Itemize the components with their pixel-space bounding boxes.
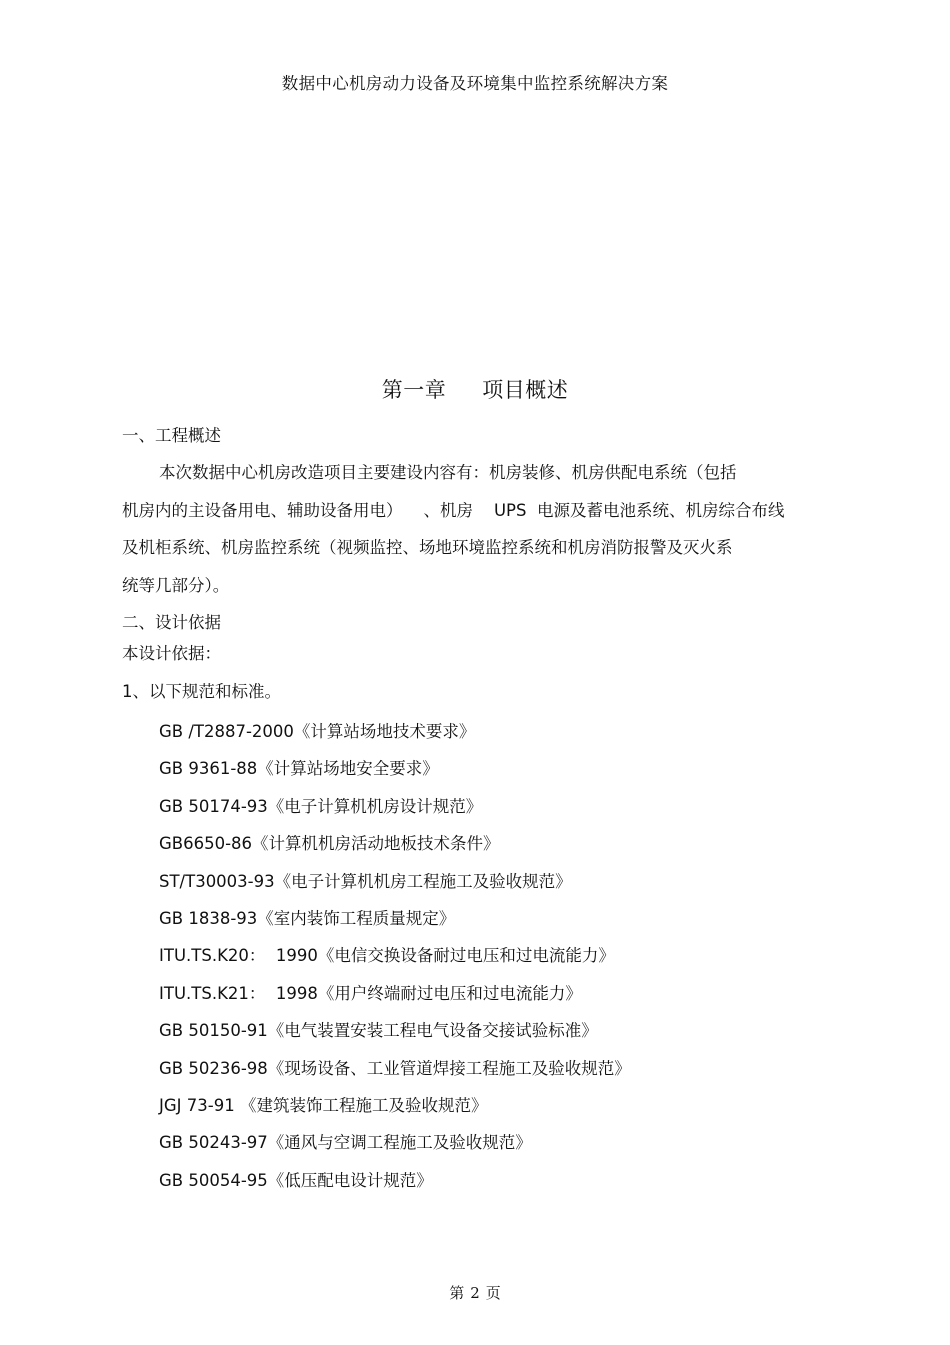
chapter-name: 项目概述 [482, 378, 569, 402]
section-heading-overview: 一、工程概述 [122, 426, 221, 445]
standard-item: JGJ 73-91 《建筑装饰工程施工及验收规范》 [159, 1095, 488, 1115]
basis-intro: 本设计依据： [122, 644, 221, 663]
standard-item: GB6650-86《计算机机房活动地板技术条件》 [159, 834, 500, 854]
basis-item-1: 1、以下规范和标准。 [122, 682, 281, 701]
footer-prefix: 第 [449, 1284, 465, 1302]
standard-item: GB 50054-95《低压配电设计规范》 [159, 1170, 433, 1190]
standard-item: GB 50243-97《通风与空调工程施工及验收规范》 [159, 1133, 532, 1153]
section-heading-basis: 二、设计依据 [122, 613, 221, 632]
standard-item: ITU.TS.K20： 1990《电信交换设备耐过电压和过电流能力》 [159, 946, 615, 966]
page-number: 2 [470, 1284, 480, 1302]
standard-item: ITU.TS.K21： 1998《用户终端耐过电压和过电流能力》 [159, 983, 582, 1003]
standard-item: GB /T2887-2000《计算站场地技术要求》 [159, 722, 476, 741]
page-header: 数据中心机房动力设备及环境集中监控系统解决方案 [281, 74, 669, 93]
standard-item: GB 50174-93《电子计算机机房设计规范》 [159, 796, 483, 816]
standard-item: GB 50150-91《电气装置安装工程电气设备交接试验标准》 [159, 1021, 598, 1041]
paragraph-line-4: 统等几部分）。 [122, 576, 230, 595]
paragraph-line-1: 本次数据中心机房改造项目主要建设内容有：机房装修、机房供配电系统（包括 [159, 463, 737, 482]
standards-list [159, 720, 631, 1206]
footer-suffix: 页 [485, 1284, 501, 1302]
chapter-title [0, 374, 950, 404]
page-footer [0, 1282, 950, 1303]
standard-item: GB 9361-88《计算站场地安全要求》 [159, 759, 439, 779]
standard-item: ST/T30003-93《电子计算机机房工程施工及验收规范》 [159, 871, 572, 891]
standard-item: GB 1838-93《室内装饰工程质量规定》 [159, 908, 456, 928]
standard-item: GB 50236-98《现场设备、工业管道焊接工程施工及验收规范》 [159, 1058, 631, 1078]
paragraph-line-3: 及机柜系统、机房监控系统（视频监控、场地环境监控系统和机房消防报警及灭火系 [122, 538, 733, 557]
chapter-number: 第一章 [381, 378, 447, 402]
paragraph-line-2: 机房内的主设备用电、辅助设备用电） 、机房 UPS 电源及蓄电池系统、机房综合布线 [122, 501, 785, 520]
